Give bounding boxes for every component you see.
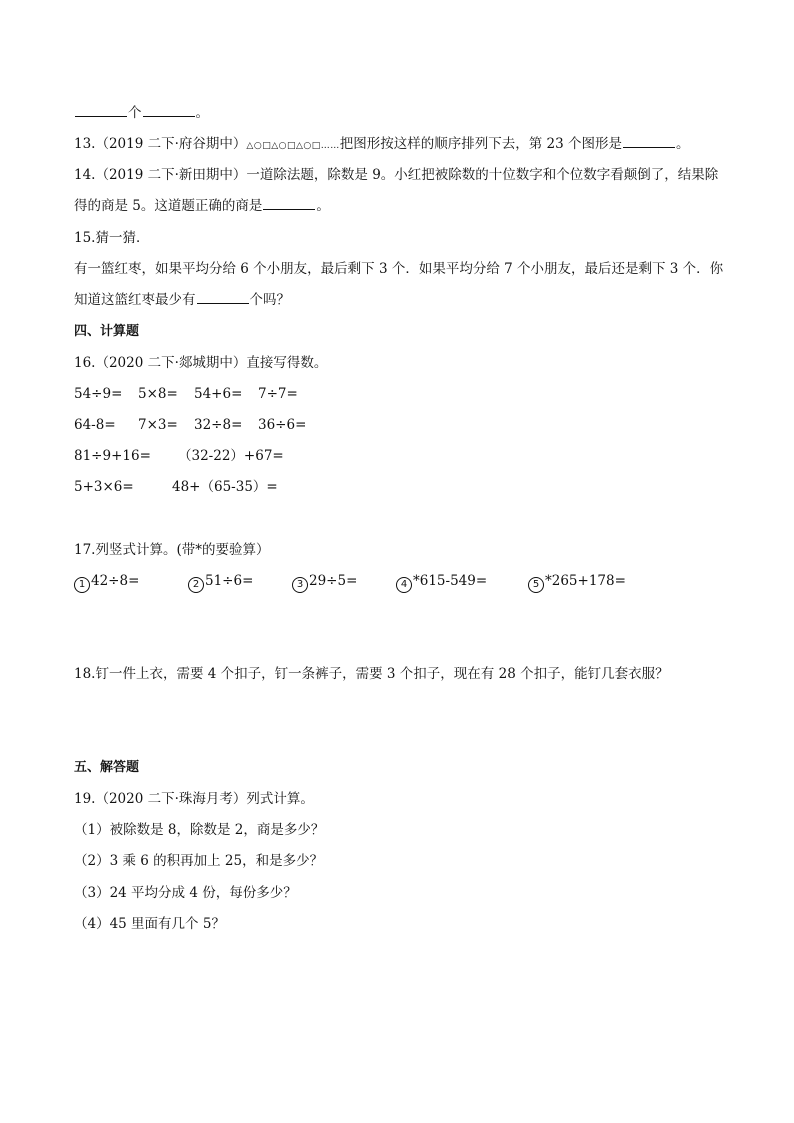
question-18: 18.钉一件上衣，需要 4 个扣子，钉一条裤子，需要 3 个扣子，现在有 28 个扣子，能钉几套衣服？	[74, 666, 669, 682]
q17-expr: 29÷5=	[309, 573, 358, 589]
q16-item: 32÷8=	[194, 417, 243, 433]
shape-sequence: △○□△○□△○□……	[246, 141, 340, 151]
circled-number: 1	[74, 577, 90, 593]
q13-text: 把图形按这样的顺序排列下去，第 23 个图形是	[339, 136, 623, 152]
q19-item: （1）被除数是 8，除数是 2，商是多少？	[74, 822, 325, 838]
answer-blank[interactable]	[623, 135, 675, 148]
q19-item: （4）45 里面有几个 5？	[74, 916, 225, 932]
q12-mid-text: 个	[128, 105, 142, 121]
answer-blank[interactable]	[197, 291, 249, 304]
q16-item: 48+（65-35）=	[172, 479, 278, 495]
q16-title: 16.（2020 二下·郯城期中）直接写得数。	[74, 355, 328, 371]
q13-prefix: 13.（2019 二下·府谷期中）	[74, 136, 247, 152]
q12-tail	[74, 104, 209, 122]
q12-end: 。	[195, 105, 209, 121]
q16-item: 54+6=	[194, 386, 243, 402]
circled-number: 2	[188, 577, 204, 593]
q16-item: 7÷7=	[258, 386, 298, 402]
q16-item: 64-8=	[74, 417, 116, 433]
q17-expr: 51÷6=	[205, 573, 254, 589]
q17-expr: *615-549=	[413, 573, 488, 589]
q17-item-5	[528, 572, 626, 593]
answer-blank[interactable]	[75, 104, 127, 117]
q13-end: 。	[676, 136, 690, 152]
q15-line2-suffix: 个吗？	[249, 292, 290, 308]
circled-number: 5	[528, 577, 544, 593]
circled-number: 3	[292, 577, 308, 593]
q14-line1: 14.（2019 二下·新田期中）一道除法题，除数是 9。小红把被除数的十位数字和个位数字看颠倒了，结果除	[74, 167, 719, 183]
q15-line1: 有一篮红枣，如果平均分给 6 个小朋友，最后剩下 3 个．如果平均分给 7 个小朋友，最后还是剩下 3 个．你	[74, 261, 724, 277]
q17-expr: *265+178=	[545, 573, 626, 589]
q19-item: （3）24 平均分成 4 份，每份多少？	[74, 885, 297, 901]
q16-item: （32-22）+67=	[178, 448, 284, 464]
question-13	[74, 135, 690, 155]
q17-item-1	[74, 572, 139, 593]
q15-line2	[74, 291, 290, 309]
q19-item: （2）3 乘 6 的积再加上 25，和是多少？	[74, 853, 324, 869]
q16-item: 36÷6=	[258, 417, 307, 433]
q17-item-2	[188, 572, 253, 593]
q16-item: 81÷9+16=	[74, 448, 151, 464]
q16-item: 5+3×6=	[74, 479, 134, 495]
answer-blank[interactable]	[143, 104, 195, 117]
q16-item: 7×3=	[138, 417, 178, 433]
q17-item-4	[396, 572, 487, 593]
q17-title: 17.列竖式计算。(带*的要验算）	[74, 542, 270, 558]
q17-expr: 42÷8=	[91, 573, 140, 589]
q16-item: 5×8=	[138, 386, 178, 402]
q17-item-3	[292, 572, 357, 593]
circled-number: 4	[396, 577, 412, 593]
q15-title: 15.猜一猜．	[74, 230, 150, 246]
q19-title: 19.（2020 二下·珠海月考）列式计算。	[74, 791, 314, 807]
section-heading-calc: 四、计算题	[74, 324, 140, 339]
section-heading-solve: 五、解答题	[74, 760, 140, 775]
q16-item: 54÷9=	[74, 386, 123, 402]
answer-blank[interactable]	[263, 197, 315, 210]
q14-line2-text: 得的商是 5。这道题正确的商是	[74, 198, 263, 214]
q14-line2	[74, 197, 330, 215]
q14-end: 。	[316, 198, 330, 214]
q15-line2-text: 知道这篮红枣最少有	[74, 292, 196, 308]
